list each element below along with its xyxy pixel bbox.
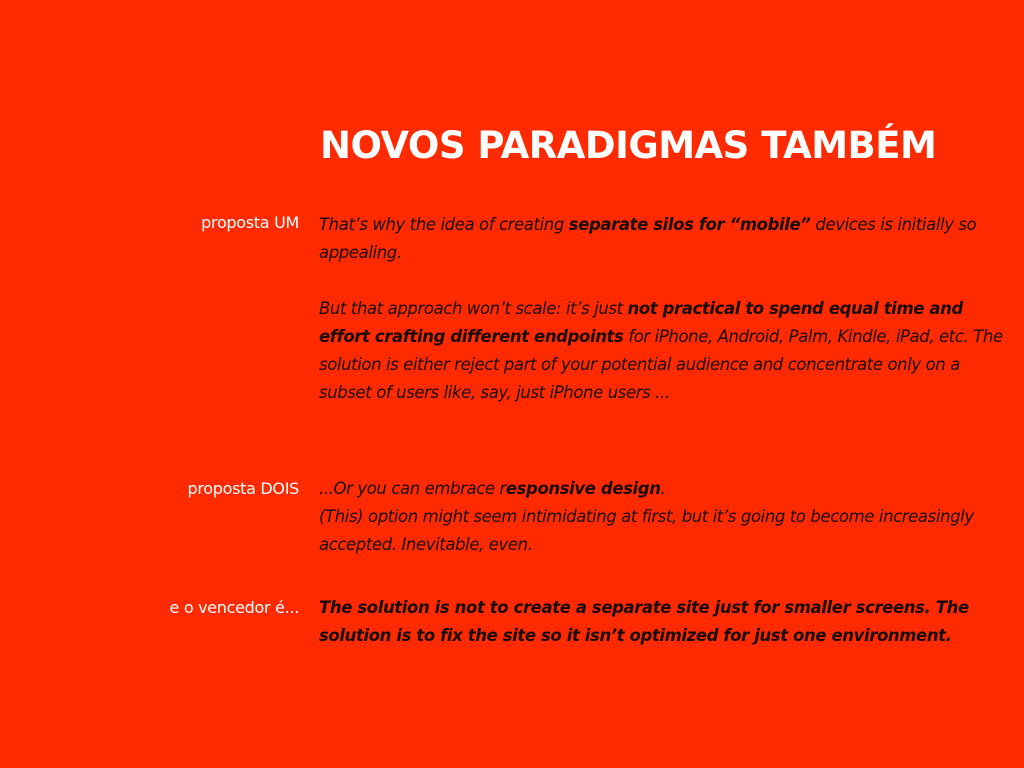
paragraph-responsive (319, 475, 1009, 503)
text-segment: But that approach won’t scale: it’s just (319, 299, 628, 318)
emphasis-text: separate silos for “mobile” (568, 215, 811, 234)
emphasis-text: not practical to spend equal time and effort crafting different endpoints (319, 299, 963, 346)
text-segment: . (660, 479, 666, 498)
block-vencedor (319, 594, 1009, 650)
paragraph-option: (This) option might seem intimidating at first, but it’s going to become increasingly accepted. Inevitable, even. (319, 507, 974, 554)
label-vencedor: e o vencedor é... (169, 598, 299, 617)
text-segment: for iPhone, Android, Palm, Kindle, iPad, etc. The solution is either reject part of your potential audience and concentrate only on a subset of users like, say, just iPhone users ... (319, 327, 1003, 402)
label-proposta-dois: proposta DOIS (187, 479, 299, 498)
spacer (319, 267, 1009, 295)
text-segment: devices is initially so appealing. (319, 215, 977, 262)
slide-title: NOVOS PARADIGMAS TAMBÉM (320, 124, 937, 167)
block-proposta-dois (319, 475, 1009, 559)
emphasis-text: The solution is not to create a separate site just for smaller screens. The solution is to fix the site so it isn’t optimized for just one environment. (319, 598, 969, 645)
paragraph-silos (319, 211, 1009, 267)
paragraph-solution (319, 594, 1009, 650)
block-proposta-um (319, 211, 1009, 407)
text-segment: That’s why the idea of creating (319, 215, 569, 234)
paragraph-scale (319, 295, 1009, 407)
emphasis-text: esponsive design (505, 479, 661, 498)
text-segment: ...Or you can embrace r (319, 479, 506, 498)
label-proposta-um: proposta UM (201, 213, 299, 232)
